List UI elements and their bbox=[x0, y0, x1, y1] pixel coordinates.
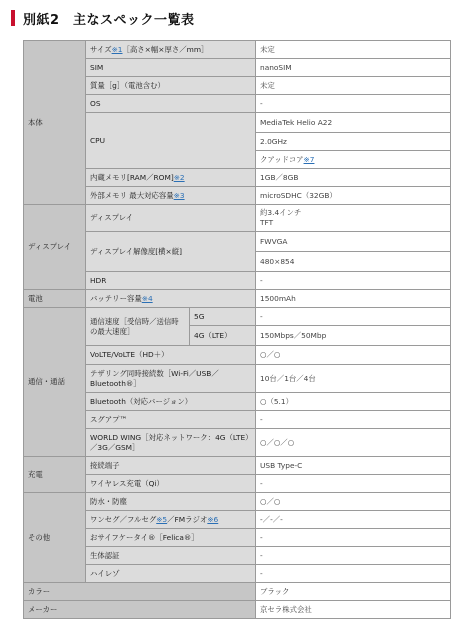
category-display: ディスプレイ bbox=[24, 205, 86, 290]
category-other: その他 bbox=[24, 493, 86, 583]
table-row bbox=[24, 511, 451, 529]
row-value-battery: 1500mAh bbox=[256, 290, 451, 308]
row-value-wireless: - bbox=[256, 475, 451, 493]
table-row bbox=[24, 457, 451, 475]
page-title: 別紙2 主なスペック一覧表 bbox=[23, 13, 195, 28]
row-value-bluetooth: ○（5.1） bbox=[256, 393, 451, 411]
row-label-bluetooth: Bluetooth（対応バージョン） bbox=[86, 393, 256, 411]
row-value-display: 約3.4インチ TFT bbox=[256, 205, 451, 232]
table-row bbox=[24, 475, 451, 493]
category-comm: 通信・通話 bbox=[24, 308, 86, 457]
row-label-maker: メーカー bbox=[24, 601, 256, 619]
row-label-smartapp: スグアプ™ bbox=[86, 411, 256, 429]
note-link-5[interactable]: ※5 bbox=[156, 514, 168, 524]
table-row bbox=[24, 232, 451, 252]
row-label-worldwing: WORLD WING［対応ネットワーク：4G（LTE）／3G／GSM］ bbox=[86, 429, 256, 457]
row-value-hdr: - bbox=[256, 272, 451, 290]
note-link-4[interactable]: ※4 bbox=[141, 293, 153, 303]
row-label-display: ディスプレイ bbox=[86, 205, 256, 232]
row-value-resolution-name: FWVGA bbox=[256, 232, 451, 252]
row-label-memory: 内蔵メモリ[RAM／ROM]※2 bbox=[86, 169, 256, 187]
row-sub-4g: 4G（LTE） bbox=[190, 326, 256, 346]
row-label-resolution: ディスプレイ解像度[横×縦] bbox=[86, 232, 256, 272]
row-label-size: サイズ※1［高さ×幅×厚さ／mm］ bbox=[86, 41, 256, 59]
table-row bbox=[24, 308, 451, 326]
category-battery: 電池 bbox=[24, 290, 86, 308]
row-value-maker: 京セラ株式会社 bbox=[256, 601, 451, 619]
row-value-5g: - bbox=[256, 308, 451, 326]
table-row bbox=[24, 113, 451, 133]
row-label-ext-memory: 外部メモリ 最大対応容量※3 bbox=[86, 187, 256, 205]
row-value-cpu-model: MediaTek Helio A22 bbox=[256, 113, 451, 133]
note-link-3[interactable]: ※3 bbox=[173, 190, 185, 200]
row-value-color: ブラック bbox=[256, 583, 451, 601]
row-value-weight: 未定 bbox=[256, 77, 451, 95]
title-bar bbox=[11, 8, 463, 30]
row-sub-5g: 5G bbox=[190, 308, 256, 326]
row-value-cpu-cores: クアッドコア※7 bbox=[256, 151, 451, 169]
note-link-1[interactable]: ※1 bbox=[111, 44, 123, 54]
row-label-weight: 質量［g］（電池含む） bbox=[86, 77, 256, 95]
row-label-volte: VoLTE/VoLTE（HD＋） bbox=[86, 346, 256, 365]
category-body: 本体 bbox=[24, 41, 86, 205]
table-row bbox=[24, 205, 451, 232]
table-row bbox=[24, 393, 451, 411]
table-row bbox=[24, 601, 451, 619]
row-value-worldwing: ○／○／○ bbox=[256, 429, 451, 457]
row-label-highres: ハイレゾ bbox=[86, 565, 256, 583]
row-label-battery: バッテリー容量※4 bbox=[86, 290, 256, 308]
row-value-tethering: 10台／1台／4台 bbox=[256, 365, 451, 393]
row-label-sim: SIM bbox=[86, 59, 256, 77]
note-link-7[interactable]: ※7 bbox=[303, 154, 315, 164]
row-label-port: 接続端子 bbox=[86, 457, 256, 475]
row-label-osaifu: おサイフケータイ®［Felica®］ bbox=[86, 529, 256, 547]
row-value-size: 未定 bbox=[256, 41, 451, 59]
row-value-smartapp: - bbox=[256, 411, 451, 429]
row-label-color: カラー bbox=[24, 583, 256, 601]
row-label-os: OS bbox=[86, 95, 256, 113]
row-label-hdr: HDR bbox=[86, 272, 256, 290]
table-row bbox=[24, 583, 451, 601]
table-row bbox=[24, 565, 451, 583]
row-value-ext-memory: microSDHC（32GB） bbox=[256, 187, 451, 205]
table-row bbox=[24, 290, 451, 308]
table-row bbox=[24, 169, 451, 187]
row-value-os: - bbox=[256, 95, 451, 113]
table-row bbox=[24, 493, 451, 511]
row-value-oneseg: -／-／- bbox=[256, 511, 451, 529]
row-value-cpu-clock: 2.0GHz bbox=[256, 133, 451, 151]
category-charge: 充電 bbox=[24, 457, 86, 493]
row-label-speed: 通信速度［受信時／送信時の最大速度］ bbox=[86, 308, 190, 346]
row-value-resolution-px: 480×854 bbox=[256, 252, 451, 272]
table-row bbox=[24, 77, 451, 95]
row-value-port: USB Type-C bbox=[256, 457, 451, 475]
table-row bbox=[24, 547, 451, 565]
table-row bbox=[24, 346, 451, 365]
note-link-6[interactable]: ※6 bbox=[207, 514, 219, 524]
table-row bbox=[24, 187, 451, 205]
row-value-volte: ○／○ bbox=[256, 346, 451, 365]
table-row bbox=[24, 429, 451, 457]
row-label-oneseg: ワンセグ／フルセグ※5／FMラジオ※6 bbox=[86, 511, 256, 529]
row-label-bio: 生体認証 bbox=[86, 547, 256, 565]
row-label-waterproof: 防水・防塵 bbox=[86, 493, 256, 511]
spec-table bbox=[23, 40, 451, 619]
table-row bbox=[24, 59, 451, 77]
row-value-bio: - bbox=[256, 547, 451, 565]
table-row bbox=[24, 411, 451, 429]
row-value-sim: nanoSIM bbox=[256, 59, 451, 77]
note-link-2[interactable]: ※2 bbox=[173, 172, 185, 182]
table-row bbox=[24, 365, 451, 393]
row-label-tethering: テザリング同時接続数［Wi-Fi／USB／Bluetooth®］ bbox=[86, 365, 256, 393]
row-value-4g: 150Mbps／50Mbp bbox=[256, 326, 451, 346]
title-accent-mark bbox=[11, 10, 15, 26]
row-value-osaifu: - bbox=[256, 529, 451, 547]
row-value-highres: - bbox=[256, 565, 451, 583]
table-row bbox=[24, 272, 451, 290]
row-value-waterproof: ○／○ bbox=[256, 493, 451, 511]
row-value-memory: 1GB／8GB bbox=[256, 169, 451, 187]
row-label-wireless: ワイヤレス充電（Qi） bbox=[86, 475, 256, 493]
row-label-cpu: CPU bbox=[86, 113, 256, 169]
table-row bbox=[24, 529, 451, 547]
table-row bbox=[24, 95, 451, 113]
table-row bbox=[24, 41, 451, 59]
